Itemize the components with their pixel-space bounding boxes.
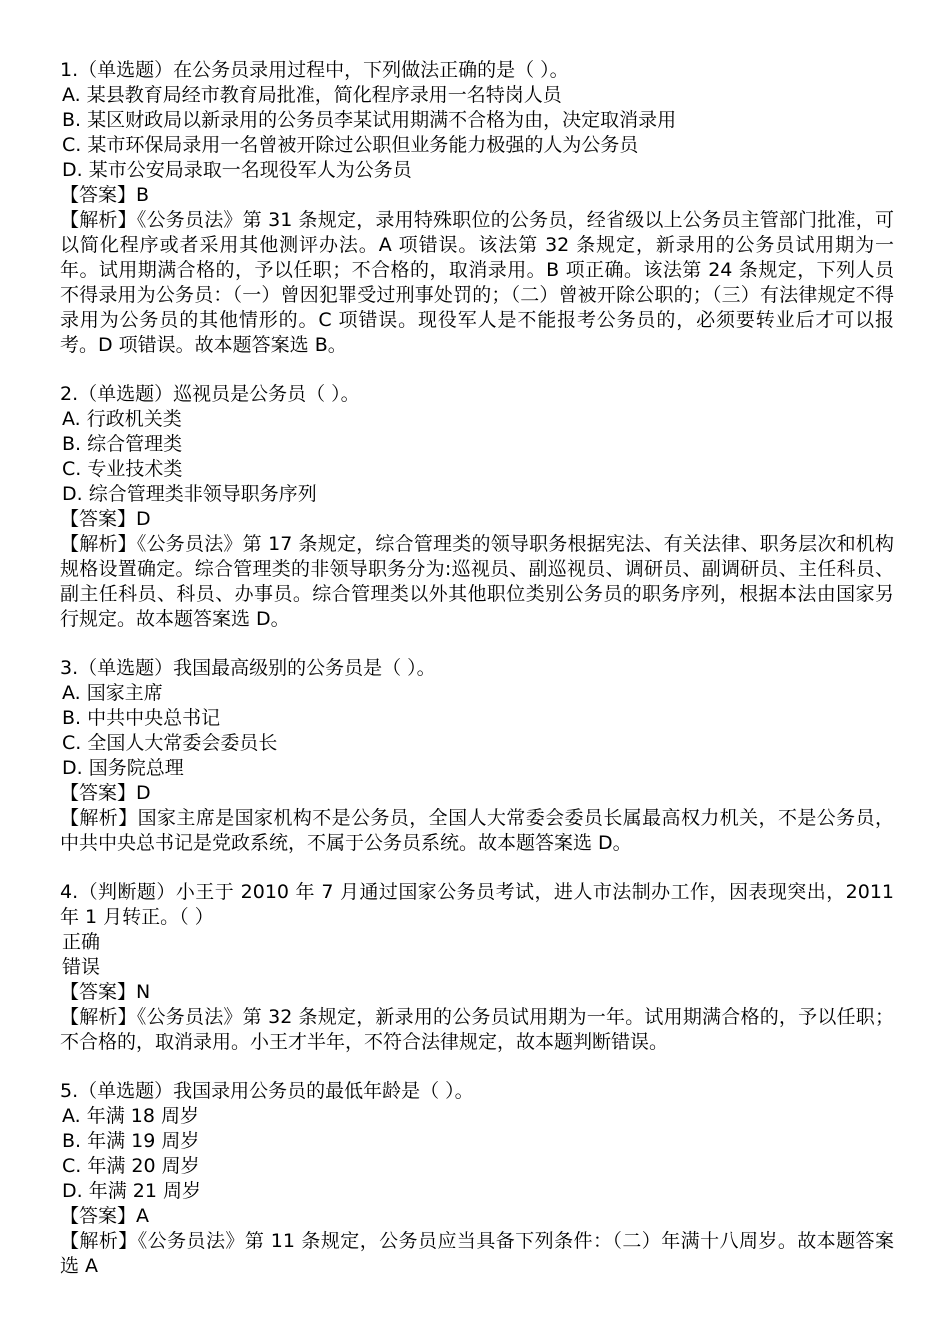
option-a: A. 国家主席: [62, 682, 163, 704]
option-a: A. 某县教育局经市教育局批准，简化程序录用一名特岗人员: [62, 84, 562, 106]
option-a: A. 年满 18 周岁: [62, 1105, 199, 1127]
analysis: 【解析】《公务员法》第 11 条规定，公务员应当具备下列条件：（二）年满十八周岁。故本题答案选 A: [60, 1230, 894, 1277]
answer: 【答案】D: [60, 782, 151, 804]
analysis: 【解析】国家主席是国家机构不是公务员，全国人大常委会委员长属最高权力机关，不是公务员，中共中央总书记是党政系统，不属于公务员系统。故本题答案选 D。: [60, 807, 894, 854]
option-b: B. 某区财政局以新录用的公务员李某试用期满不合格为由，决定取消录用: [62, 109, 677, 131]
question-5: [60, 1079, 894, 1279]
question-3: [60, 656, 894, 856]
option-d: D. 综合管理类非领导职务序列: [62, 483, 317, 505]
option-true: 正确: [62, 931, 101, 953]
question-2: [60, 382, 894, 632]
answer: 【答案】B: [60, 184, 150, 206]
option-d: D. 某市公安局录取一名现役军人为公务员: [62, 159, 412, 181]
option-c: C. 某市环保局录用一名曾被开除过公职但业务能力极强的人为公务员: [62, 134, 639, 156]
answer: 【答案】A: [60, 1205, 149, 1227]
option-false: 错误: [62, 956, 101, 978]
option-b: B. 中共中央总书记: [62, 707, 221, 729]
answer: 【答案】N: [60, 981, 151, 1003]
question-stem: 1.（单选题）在公务员录用过程中，下列做法正确的是（ ）。: [60, 59, 569, 81]
question-stem: 5.（单选题）我国录用公务员的最低年龄是（ ）。: [60, 1080, 474, 1102]
option-c: C. 年满 20 周岁: [62, 1155, 200, 1177]
analysis: 【解析】《公务员法》第 31 条规定，录用特殊职位的公务员，经省级以上公务员主管部门批准，可以简化程序或者采用其他测评办法。A 项错误。该法第 32 条规定，新录用的公务员试用期为一年。试用期满合格的，予以任职；不合格的，取消录用。B 项正确。该法第 24 条规定，下列人员不得录用为公务员：（一）曾因犯罪受过刑事处罚的；（二）曾被开除公职的；（三）有法律规定不得录用为公务员的其他情形的。C 项错误。现役军人是不能报考公务员的，必须要转业后才可以报考。D 项错误。故本题答案选 B。: [60, 209, 894, 356]
question-1: [60, 58, 894, 358]
option-c: C. 全国人大常委会委员长: [62, 732, 278, 754]
question-stem: 3.（单选题）我国最高级别的公务员是（ ）。: [60, 657, 436, 679]
analysis: 【解析】《公务员法》第 17 条规定，综合管理类的领导职务根据宪法、有关法律、职务层次和机构规格设置确定。综合管理类的非领导职务分为:巡视员、副巡视员、调研员、副调研员、主任科员、副主任科员、科员、办事员。综合管理类以外其他职位类别公务员的职务序列，根据本法由国家另行规定。故本题答案选 D。: [60, 533, 894, 630]
question-stem: 2.（单选题）巡视员是公务员（ ）。: [60, 383, 360, 405]
option-b: B. 年满 19 周岁: [62, 1130, 200, 1152]
option-a: A. 行政机关类: [62, 408, 182, 430]
option-d: D. 年满 21 周岁: [62, 1180, 201, 1202]
option-d: D. 国务院总理: [62, 757, 184, 779]
option-b: B. 综合管理类: [62, 433, 183, 455]
option-c: C. 专业技术类: [62, 458, 183, 480]
question-stem: 4.（判断题）小王于 2010 年 7 月通过国家公务员考试，进人市法制办工作，因表现突出，2011 年 1 月转正。（ ）: [60, 881, 894, 928]
analysis: 【解析】《公务员法》第 32 条规定，新录用的公务员试用期为一年。试用期满合格的，予以任职；不合格的，取消录用。小王才半年，不符合法律规定，故本题判断错误。: [60, 1006, 894, 1053]
answer: 【答案】D: [60, 508, 151, 530]
question-4: [60, 880, 894, 1055]
